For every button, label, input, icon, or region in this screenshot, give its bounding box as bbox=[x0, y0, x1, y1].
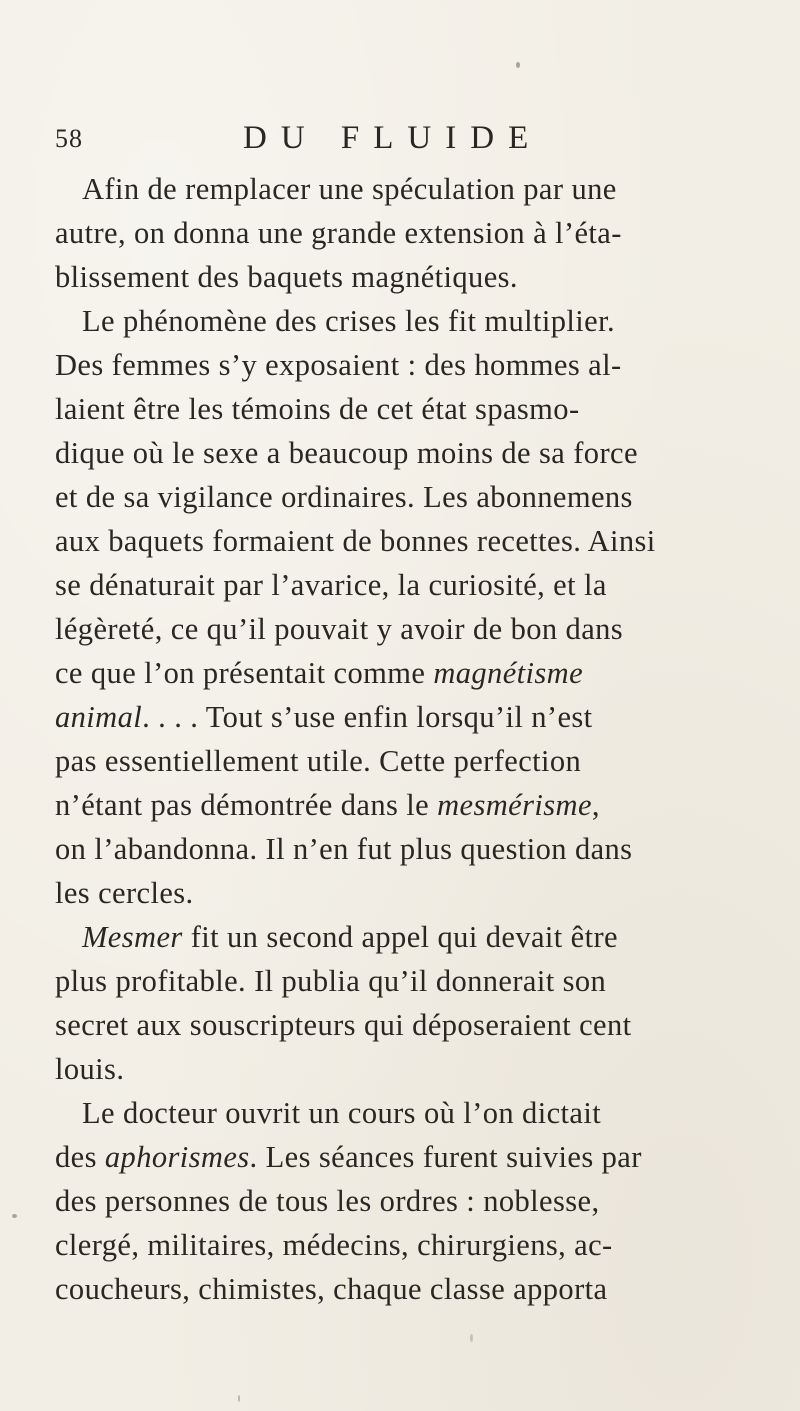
text-line: se dénaturait par l’avarice, la curiosité, et la bbox=[55, 568, 607, 602]
text-line: plus profitable. Il publia qu’il donnerait son bbox=[55, 964, 607, 998]
text-line: Le docteur ouvrit un cours où l’on dictait bbox=[82, 1096, 602, 1130]
italic-term: animal bbox=[55, 700, 143, 734]
text-line: Mesmer fit un second appel qui devait être bbox=[82, 920, 618, 954]
italic-term: magnétisme bbox=[433, 656, 584, 690]
text-line: secret aux souscripteurs qui déposeraient cent bbox=[55, 1008, 632, 1042]
text-line: louis. bbox=[55, 1052, 125, 1086]
text-line: pas essentiellement utile. Cette perfection bbox=[55, 744, 582, 778]
paper-speck bbox=[516, 62, 520, 68]
text-line: ce que l’on présentait comme magnétisme bbox=[55, 656, 584, 690]
paper-speck bbox=[238, 1395, 240, 1402]
page-header bbox=[55, 120, 755, 160]
italic-term: mesmérisme bbox=[437, 788, 592, 822]
italic-term: aphorismes bbox=[104, 1140, 250, 1174]
text-line: légèreté, ce qu’il pouvait y avoir de bon dans bbox=[55, 612, 624, 646]
text-line: des aphorismes. Les séances furent suivies par bbox=[55, 1140, 642, 1174]
paper-speck bbox=[470, 1334, 473, 1342]
text-line: on l’abandonna. Il n’en fut plus question dans bbox=[55, 832, 633, 866]
text-line: les cercles. bbox=[55, 876, 194, 910]
text-line: laient être les témoins de cet état spasmo- bbox=[55, 392, 580, 426]
text-line: et de sa vigilance ordinaires. Les abonnemens bbox=[55, 480, 633, 514]
text-line: aux baquets formaient de bonnes recettes. Ainsi bbox=[55, 524, 656, 558]
italic-name: Mesmer bbox=[82, 920, 183, 954]
text-line: Afin de remplacer une spéculation par une bbox=[82, 172, 617, 206]
text-line: coucheurs, chimistes, chaque classe apporta bbox=[55, 1272, 608, 1306]
text-line: clergé, militaires, médecins, chirurgiens, ac- bbox=[55, 1228, 613, 1262]
page-number: 58 bbox=[55, 124, 83, 153]
text-line: des personnes de tous les ordres : noblesse, bbox=[55, 1184, 600, 1218]
text-line: dique où le sexe a beaucoup moins de sa force bbox=[55, 436, 638, 470]
text-line: Le phénomène des crises les fit multiplier. bbox=[82, 304, 616, 338]
text-line: n’étant pas démontrée dans le mesmérisme, bbox=[55, 788, 600, 822]
text-line: animal. . . . Tout s’use enfin lorsqu’il n’est bbox=[55, 700, 593, 734]
running-title: DU FLUIDE bbox=[243, 120, 543, 156]
text-line: Des femmes s’y exposaient : des hommes al- bbox=[55, 348, 622, 382]
text-line: blissement des baquets magnétiques. bbox=[55, 260, 518, 294]
text-line: autre, on donna une grande extension à l’éta- bbox=[55, 216, 622, 250]
paper-speck bbox=[12, 1214, 17, 1218]
